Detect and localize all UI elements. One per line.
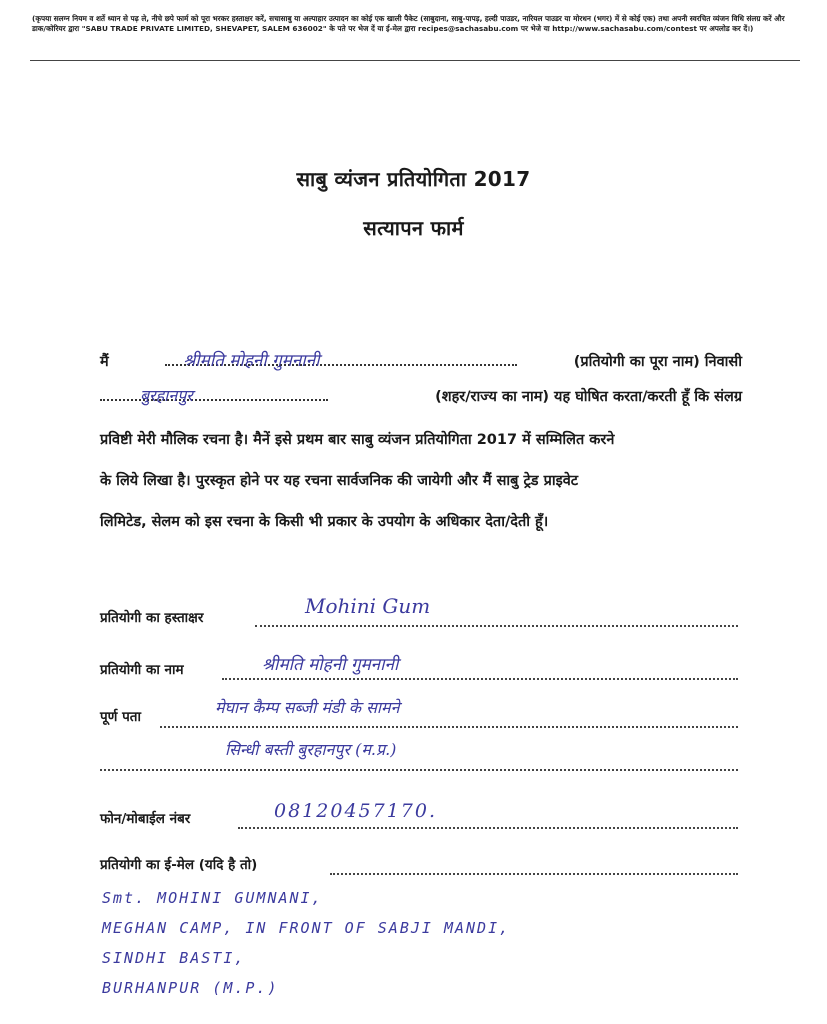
address-label: पूर्ण पता xyxy=(100,709,141,725)
phone-label: फोन/मोबाईल नंबर xyxy=(100,811,191,827)
form-title: साबु व्यंजन प्रतियोगिता 2017 xyxy=(296,167,531,191)
declaration-line-4: के लिये लिखा है। पुरस्कृत होने पर यह रचना सार्वजनिक की जायेगी और मैं साबु ट्रेड प्राइवेट xyxy=(100,473,579,489)
handwritten-phone: 08120457170. xyxy=(274,800,438,822)
full-name-blank[interactable] xyxy=(165,350,517,371)
declaration-line-1 xyxy=(100,345,742,379)
form-subtitle: सत्यापन फार्म xyxy=(363,216,464,240)
header-divider xyxy=(30,60,800,61)
declaration-line-3: प्रविष्टी मेरी मौलिक रचना है। मैनें इसे प्रथम बार साबु व्यंजन प्रतियोगिता 2017 में सम्मिलित करने xyxy=(100,432,615,448)
email-label: प्रतियोगी का ई-मेल (यदि है तो) xyxy=(100,857,258,873)
instructions-note: (कृपया सलग्न नियम व शर्ते ध्यान से पढ़ ले, नीचे छपे फार्म को पूरा भरकर हस्ताक्षर करें, सचासाबु या अल्पाहार उत्पादन का कोई एक खाली पैकेट (साबुदाना, साबु-पापड़, हल्दी पाउडर, नारियल पाउडर या मोरधन (भगर) में से कोई एक) तथा अपनी स्वरचित व्यंजन विधि संलग्र करें और डाक/कोरियर द्वारा "SABU TRADE PRIVATE LIMITED, SHEVAPET, SALEM 636002" के पते पर भेज दें या ई-मेल द्वारा recipes@sachasabu.com पर भेजे या http://www.sachasabu.com/contest पर अपलोड कर दें।) xyxy=(32,14,785,33)
name-line[interactable] xyxy=(222,678,738,680)
handwritten-full-name: श्रीमति मोहनी गुमनानी xyxy=(183,351,320,371)
handwritten-name: श्रीमति मोहनी गुमनानी xyxy=(262,655,399,675)
signature-label: प्रतियोगी का हस्ताक्षर xyxy=(100,610,204,626)
address-block-line-2: MEGHAN CAMP, IN FRONT OF SABJI MANDI, xyxy=(102,919,511,937)
declaration-line-5: लिमिटेड, सेलम को इस रचना के किसी भी प्रकार के उपयोग के अधिकार देता/देती हूँ। xyxy=(100,514,549,530)
declaration-prefix: मैं xyxy=(100,354,109,370)
address-line-2[interactable] xyxy=(100,769,738,771)
declaration-name-suffix: (प्रतियोगी का पूरा नाम) निवासी xyxy=(573,354,742,370)
handwritten-address-2: सिन्धी बस्ती बुरहानपुर (म.प्र.) xyxy=(225,740,397,759)
address-block-line-3: SINDHI BASTI, xyxy=(102,949,246,967)
handwritten-city: बुरहानपुर xyxy=(140,386,193,405)
address-block-line-1: Smt. MOHINI GUMNANI, xyxy=(102,889,323,907)
name-label: प्रतियोगी का नाम xyxy=(100,662,184,678)
city-state-blank[interactable] xyxy=(100,385,328,405)
declaration-line-2 xyxy=(100,380,742,414)
email-line[interactable] xyxy=(330,873,738,875)
handwritten-address-1: मेघान कैम्प सब्जी मंडी के सामने xyxy=(215,698,400,717)
address-line-1[interactable] xyxy=(160,726,738,728)
address-block-line-4: BURHANPUR (M.P.) xyxy=(102,979,279,997)
signature-line[interactable] xyxy=(255,625,738,627)
phone-line[interactable] xyxy=(238,827,738,829)
handwritten-signature: Mohini Gum xyxy=(305,594,431,618)
declaration-city-suffix: (शहर/राज्य का नाम) यह घोषित करता/करती हूँ कि संलग्र xyxy=(435,389,742,405)
